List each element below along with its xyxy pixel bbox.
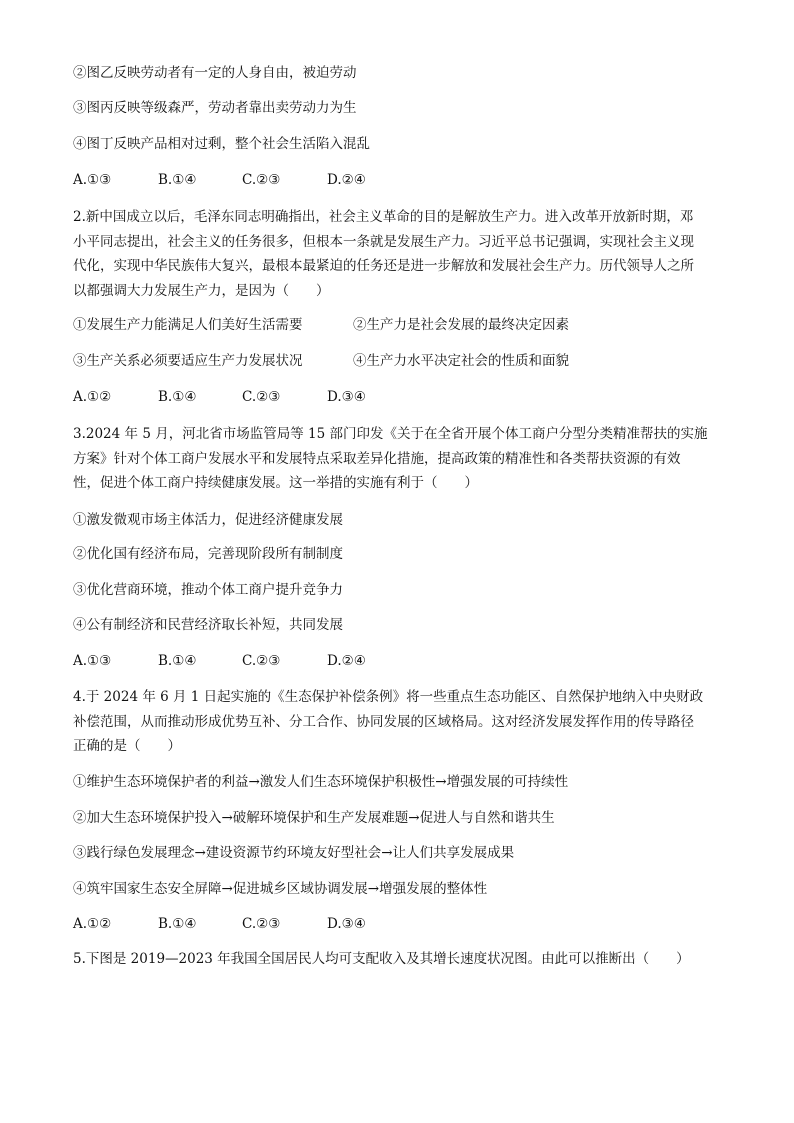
q3-statement-2: ②优化国有经济布局，完善现阶段所有制制度 [73, 546, 343, 562]
q3-stem-line: 性，促进个体工商户持续健康发展。这一举措的实施有利于（ ） [73, 475, 478, 491]
option-d[interactable]: D.③④ [327, 916, 366, 932]
q1-options [73, 170, 366, 190]
q3-stem-line: 方案》针对个体工商户发展水平和发展特点采取差异化措施，提高政策的精准性和各类帮扶资源的有效 [73, 450, 681, 467]
q2-stem-line: 以都强调大力发展生产力，是因为（ ） [73, 282, 330, 299]
q2-statement-1: ①发展生产力能满足人们美好生活需要 [73, 317, 303, 333]
q3-statement-4: ④公有制经济和民营经济取长补短，共同发展 [73, 617, 343, 633]
option-b[interactable]: B.①④ [158, 389, 197, 405]
q2-stem-line: 2.新中国成立以后，毛泽东同志明确指出，社会主义革命的目的是解放生产力。进入改革开放新时期，邓 [73, 209, 694, 225]
option-a[interactable]: A.①② [73, 916, 112, 932]
q3-stem-line: 3.2024 年 5 月，河北省市场监管局等 15 部门印发《关于在全省开展个体工商户分型分类精准帮扶的实施 [73, 426, 708, 442]
q2-stem-line: 小平同志提出，社会主义的任务很多，但根本一条就是发展生产力。习近平总书记强调，实现社会主义现 [73, 233, 694, 250]
q4-options [73, 914, 366, 934]
q2-statements-row-1 [73, 315, 569, 335]
q3-statement-3: ③优化营商环境，推动个体工商户提升竞争力 [73, 582, 343, 598]
option-c[interactable]: C.②③ [242, 172, 281, 188]
q4-statement-4: ④筑牢国家生态安全屏障→促进城乡区域协调发展→增强发展的整体性 [73, 881, 488, 897]
q5-stem: 5.下图是 2019—2023 年我国全国居民人均可支配收入及其增长速度状况图。由此可以推断出（ ） [73, 951, 690, 967]
q2-statement-2: ②生产力是社会发展的最终决定因素 [353, 317, 569, 333]
option-c[interactable]: C.②③ [242, 916, 281, 932]
q4-stem-line: 4.于 2024 年 6 月 1 日起实施的《生态保护补偿条例》将一些重点生态功能区、自然保护地纳入中央财政 [73, 689, 704, 705]
q2-statement-3: ③生产关系必须要适应生产力发展状况 [73, 353, 303, 369]
q2-statement-4: ④生产力水平决定社会的性质和面貌 [353, 353, 569, 369]
option-d[interactable]: D.③④ [327, 389, 366, 405]
q4-stem-line: 正确的是（ ） [73, 738, 181, 754]
option-a[interactable]: A.①② [73, 389, 112, 405]
q2-stem [73, 205, 723, 303]
option-a[interactable]: A.①③ [73, 653, 112, 669]
option-b[interactable]: B.①④ [158, 172, 197, 188]
q1-statement-3: ③图丙反映等级森严，劳动者靠出卖劳动力为生 [73, 100, 357, 116]
q3-options [73, 651, 366, 671]
option-c[interactable]: C.②③ [242, 389, 281, 405]
option-c[interactable]: C.②③ [242, 653, 281, 669]
option-d[interactable]: D.②④ [327, 653, 366, 669]
q1-statement-4: ④图丁反映产品相对过剩，整个社会生活陷入混乱 [73, 136, 370, 152]
option-b[interactable]: B.①④ [158, 916, 197, 932]
q3-statement-1: ①激发微观市场主体活力，促进经济健康发展 [73, 512, 343, 528]
q2-stem-line: 代化，实现中华民族伟大复兴，最根本最紧迫的任务还是进一步解放和发展社会生产力。历代领导人之所 [73, 258, 694, 274]
q2-options [73, 387, 366, 407]
q4-statement-3: ③践行绿色发展理念→建设资源节约环境友好型社会→让人们共享发展成果 [73, 845, 515, 861]
q1-statement-2: ②图乙反映劳动者有一定的人身自由，被迫劳动 [73, 65, 357, 81]
q4-statement-1: ①维护生态环境保护者的利益→激发人们生态环境保护积极性→增强发展的可持续性 [73, 774, 569, 790]
q2-statements-row-2 [73, 351, 569, 371]
q4-stem-line: 补偿范围，从而推动形成优势互补、分工合作、协同发展的区域格局。这对经济发展发挥作用的传导路径 [73, 713, 694, 730]
q3-stem [73, 422, 723, 496]
option-d[interactable]: D.②④ [327, 172, 366, 188]
option-a[interactable]: A.①③ [73, 172, 112, 188]
option-b[interactable]: B.①④ [158, 653, 197, 669]
q4-statement-2: ②加大生态环境保护投入→破解环境保护和生产发展难题→促进人与自然和谐共生 [73, 810, 555, 826]
q4-stem [73, 685, 723, 759]
